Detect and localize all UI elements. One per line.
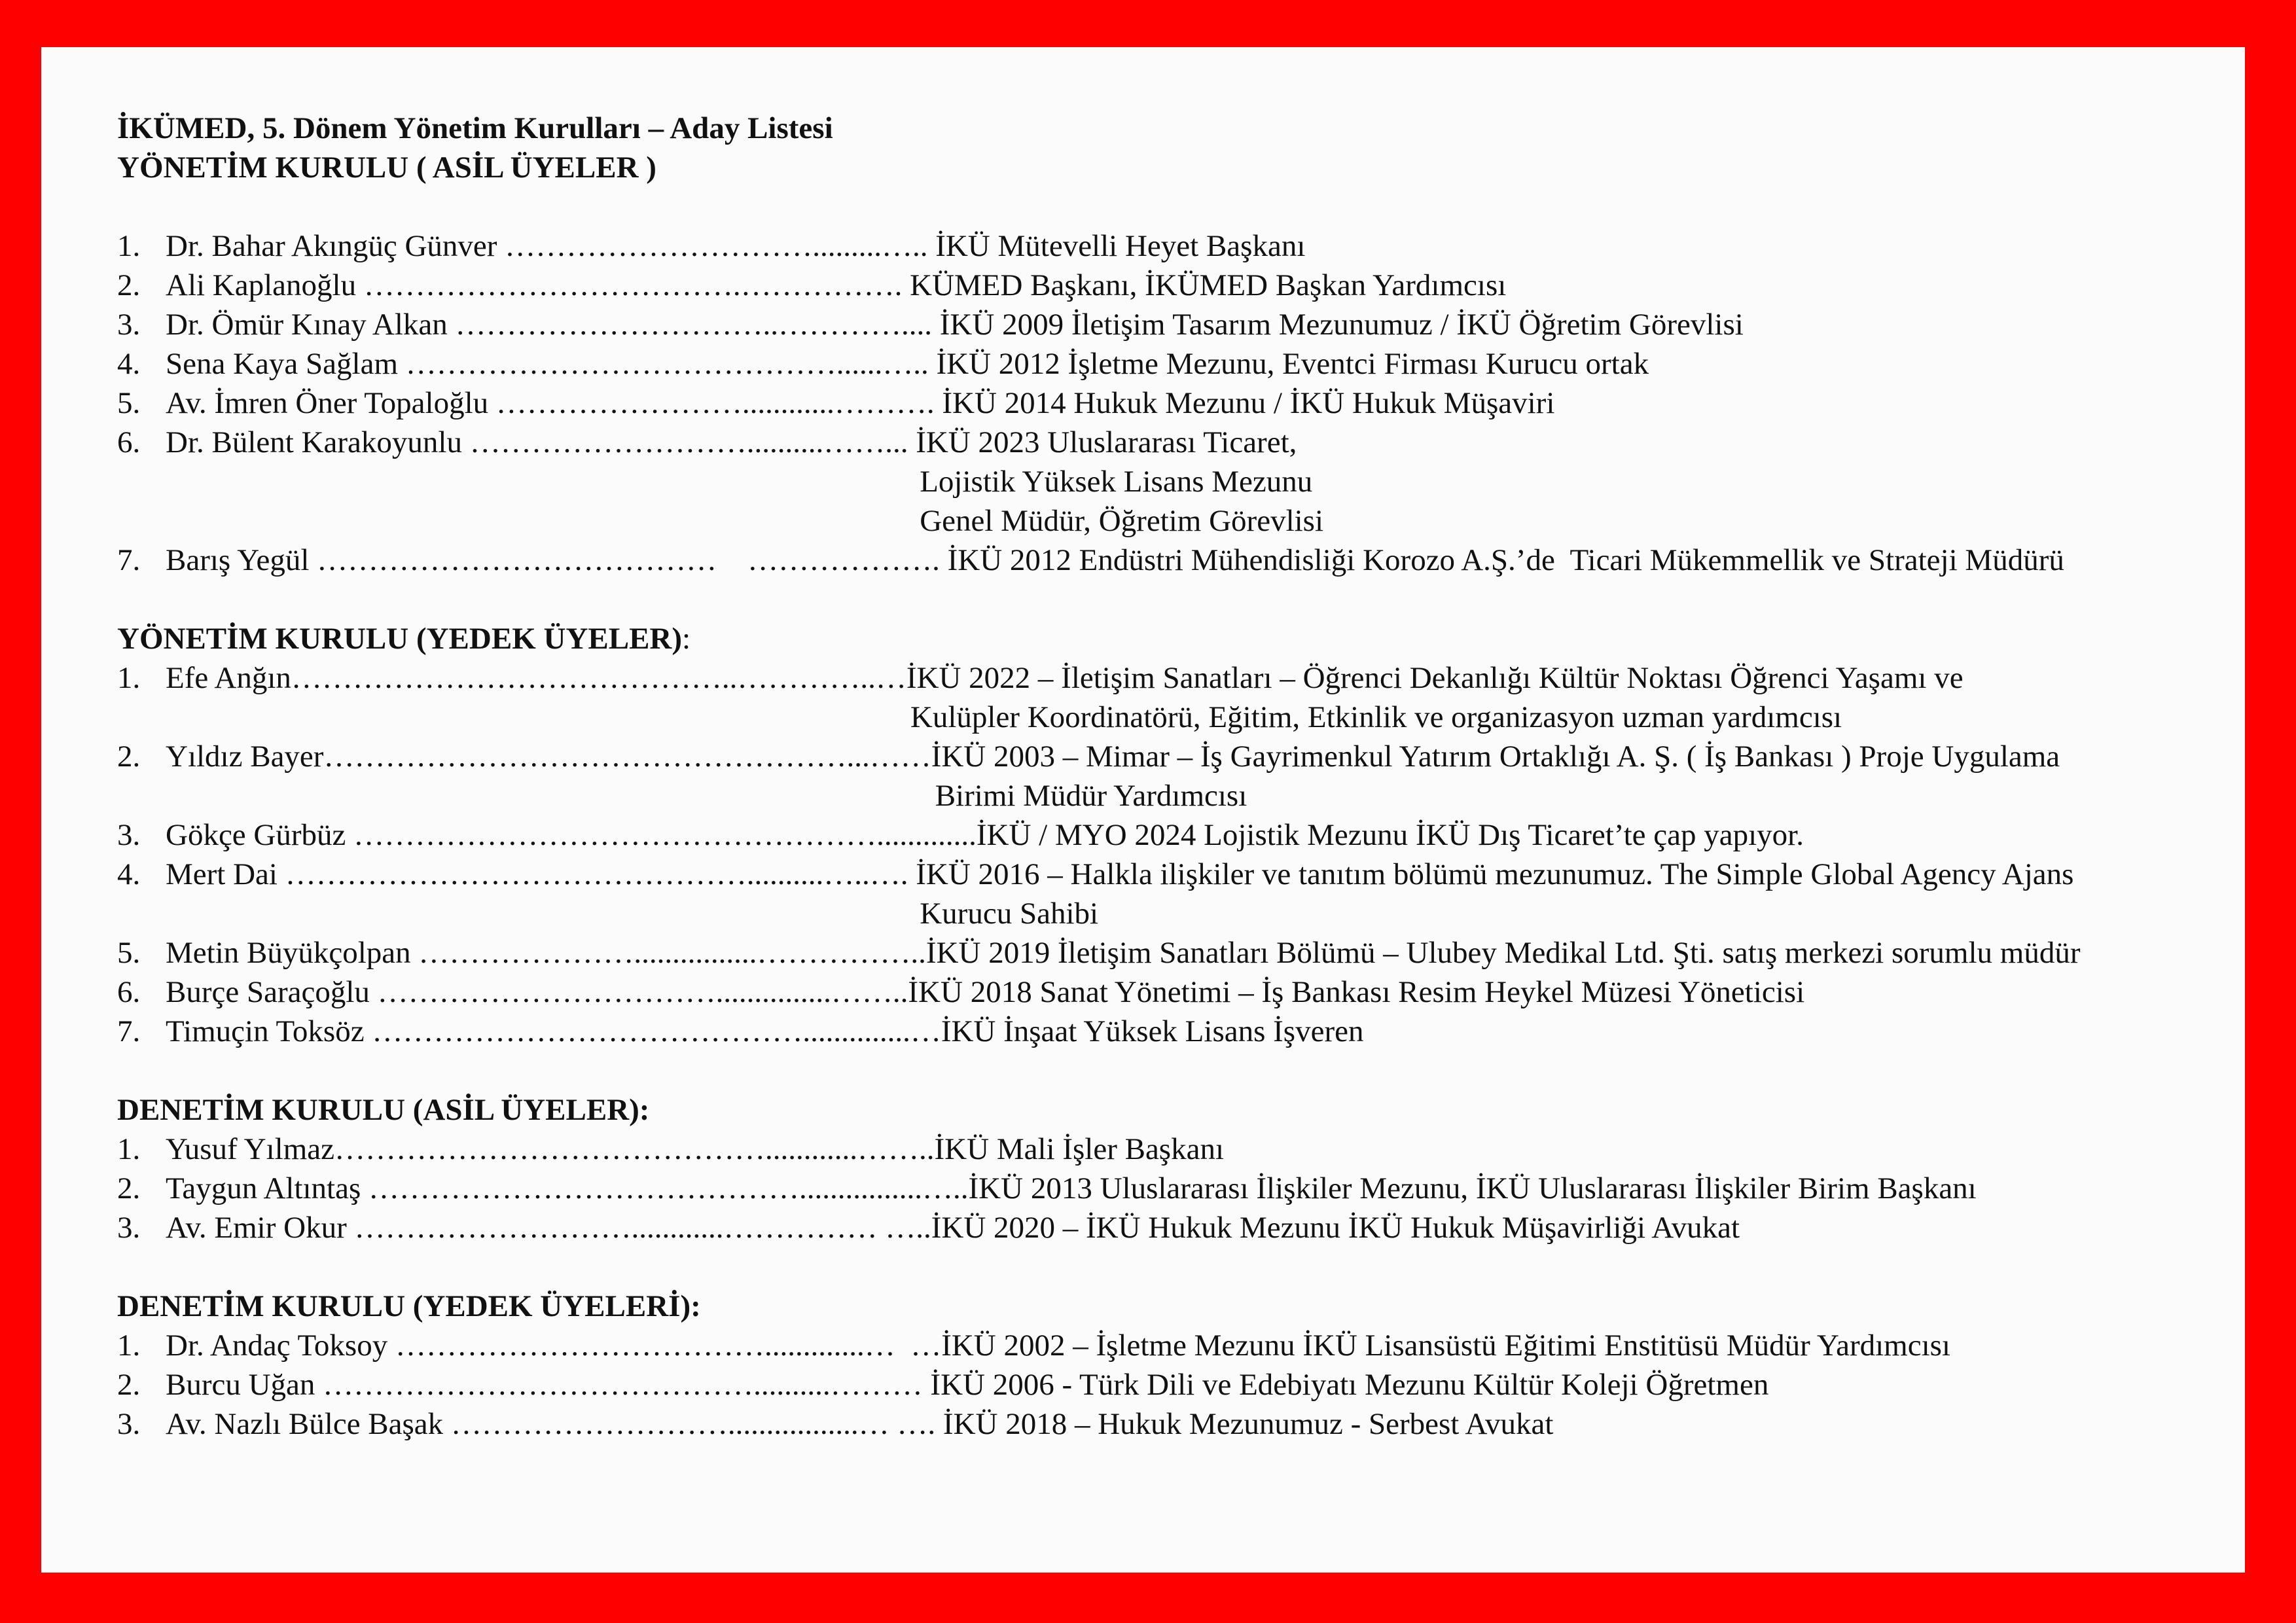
sections-container	[117, 148, 2081, 1444]
section-heading	[117, 148, 2081, 187]
section-heading-text: DENETİM KURULU (ASİL ÜYELER):	[117, 1093, 650, 1127]
candidate-row	[117, 658, 2081, 698]
candidate-row	[117, 226, 2081, 266]
item-number: 1.	[117, 1132, 141, 1166]
dot-leader: ……………………………………..........………	[315, 1368, 931, 1402]
candidate-name: Ali Kaplanoğlu	[166, 268, 357, 302]
item-number: 1.	[117, 1329, 141, 1363]
candidate-name: Taygun Altıntaş	[166, 1171, 361, 1205]
document-content	[117, 109, 2081, 1444]
section-heading-text: DENETİM KURULU (YEDEK ÜYELERİ):	[117, 1289, 701, 1323]
candidate-description: İKÜ 2006 - Türk Dili ve Edebiyatı Mezunu Kültür Koleji Öğretmen	[930, 1368, 1769, 1402]
item-number: 1.	[117, 661, 141, 695]
candidate-row	[117, 1169, 2081, 1208]
item-number: 5.	[117, 936, 141, 970]
candidate-description-continuation: Lojistik Yüksek Lisans Mezunu	[920, 465, 1313, 499]
item-number: 2.	[117, 740, 141, 774]
section-heading-text: YÖNETİM KURULU ( ASİL ÜYELER )	[117, 151, 656, 185]
dot-leader: ………………………….........…..	[497, 229, 936, 263]
candidate-name: Av. İmren Öner Topaloğlu	[166, 386, 489, 420]
item-number: 4.	[117, 857, 141, 891]
candidate-name: Dr. Ömür Kınay Alkan	[166, 308, 448, 342]
candidate-row	[117, 1208, 2081, 1247]
item-number: 6.	[117, 975, 141, 1009]
candidate-row	[117, 737, 2081, 776]
candidate-name: Gökçe Gürbüz	[166, 818, 346, 852]
candidate-description: İKÜ Mütevelli Heyet Başkanı	[935, 229, 1306, 263]
candidate-description: İKÜ 2012 Endüstri Mühendisliği Korozo A.Ş.’de Ticari Mükemmellik ve Strateji Müdürü	[947, 543, 2064, 577]
candidate-description: İKÜ 2009 İletişim Tasarım Mezunumuz / İKÜ Öğretim Görevlisi	[939, 308, 1744, 342]
item-number: 7.	[117, 1014, 141, 1048]
section-spacer	[117, 187, 2081, 226]
candidate-row	[117, 1012, 2081, 1051]
item-number: 7.	[117, 543, 141, 577]
candidate-name: Burcu Uğan	[166, 1368, 315, 1402]
candidate-row	[117, 1130, 2081, 1169]
candidate-row	[117, 266, 2081, 305]
section-spacer	[117, 580, 2081, 619]
candidate-row	[117, 815, 2081, 855]
candidate-name: Dr. Andaç Toksoy	[166, 1329, 388, 1363]
candidate-description: İKÜ Mali İşler Başkanı	[934, 1132, 1225, 1166]
candidate-description-continuation: Genel Müdür, Öğretim Görevlisi	[920, 504, 1324, 538]
candidate-name: Yusuf Yılmaz	[166, 1132, 335, 1166]
dot-leader: ……………………............……….	[488, 386, 942, 420]
candidate-row	[117, 1404, 2081, 1444]
candidate-name: Timuçin Toksöz	[166, 1014, 365, 1048]
candidate-description: İKÜ 2019 İletişim Sanatları Bölümü – Ulubey Medikal Ltd. Şti. satış merkezi sorumlu müdür	[925, 936, 2081, 970]
candidate-row	[117, 933, 2081, 972]
section-spacer	[117, 1051, 2081, 1090]
candidate-description: İKÜ 2012 İşletme Mezunu, Eventci Firması Kurucu ortak	[936, 347, 1649, 381]
candidate-name: Burçe Saraçoğlu	[166, 975, 370, 1009]
dot-leader: ……………………………...............……..	[369, 975, 908, 1009]
dot-leader: ……………………………….…………….	[356, 268, 910, 302]
section-heading	[117, 1287, 2081, 1326]
candidate-row	[117, 383, 2081, 423]
section-heading-suffix: :	[682, 622, 691, 656]
item-number: 4.	[117, 347, 141, 381]
candidate-description: İKÜ 2016 – Halkla ilişkiler ve tanıtım bölümü mezunumuz. The Simple Global Agency Ajans	[916, 857, 2074, 891]
document-page	[41, 47, 2245, 1573]
candidate-name: Sena Kaya Sağlam	[166, 347, 399, 381]
candidate-description: İKÜ 2023 Uluslararası Ticaret,	[916, 425, 1297, 459]
dot-leader: ………………………………………..........…..….	[277, 857, 916, 891]
candidate-name: Efe Anğın	[166, 661, 291, 695]
item-number: 2.	[117, 268, 141, 302]
dot-leader: ……………………………………..…………..…	[291, 661, 906, 695]
dot-leader: ……………………………………………...……	[323, 740, 931, 774]
candidate-description: İKÜ 2020 – İKÜ Hukuk Mezunu İKÜ Hukuk Müşavirliği Avukat	[931, 1211, 1740, 1245]
dot-leader: ……………………………….............… …	[387, 1329, 942, 1363]
item-number: 5.	[117, 386, 141, 420]
candidate-row	[117, 423, 2081, 462]
dot-leader: ……………………….................… ….	[443, 1407, 943, 1441]
candidate-name: Av. Nazlı Bülce Başak	[166, 1407, 444, 1441]
candidate-description: İKÜ / MYO 2024 Lojistik Mezunu İKÜ Dış Ticaret’te çap yapıyor.	[976, 818, 1804, 852]
dot-leader: …………………………………………….............	[346, 818, 977, 852]
candidate-row	[117, 1365, 2081, 1404]
candidate-row	[117, 855, 2081, 894]
candidate-name: Barış Yegül	[166, 543, 310, 577]
candidate-row	[117, 541, 2081, 580]
dot-leader: ……………………………………............……..	[334, 1132, 935, 1166]
candidate-row	[117, 1326, 2081, 1365]
dot-leader: …………………………..…………....	[447, 308, 940, 342]
document-title: İKÜMED, 5. Dönem Yönetim Kurulları – Aday Listesi	[117, 111, 833, 145]
dot-leader: ……………………………………..............…	[364, 1014, 941, 1048]
item-number: 2.	[117, 1171, 141, 1205]
candidate-description: İKÜ 2022 – İletişim Sanatları – Öğrenci Dekanlığı Kültür Noktası Öğrenci Yaşamı ve	[906, 661, 1964, 695]
dot-leader: ………………………………… ……………….	[309, 543, 948, 577]
section-heading	[117, 619, 2081, 658]
item-number: 6.	[117, 425, 141, 459]
item-number: 1.	[117, 229, 141, 263]
item-number: 3.	[117, 308, 141, 342]
candidate-name: Mert Dai	[166, 857, 278, 891]
candidate-description: KÜMED Başkanı, İKÜMED Başkan Yardımcısı	[910, 268, 1507, 302]
dot-leader: ……………………………………................…..	[361, 1171, 969, 1205]
candidate-name: Dr. Bahar Akıngüç Günver	[166, 229, 497, 263]
candidate-description: İKÜ 2018 – Hukuk Mezunumuz - Serbest Avukat	[942, 1407, 1554, 1441]
section-spacer	[117, 1247, 2081, 1287]
candidate-description: İKÜ 2003 – Mimar – İş Gayrimenkul Yatırım Ortaklığı A. Ş. ( İş Bankası ) Proje Uygulama	[931, 740, 2060, 774]
candidate-name: Metin Büyükçolpan	[166, 936, 411, 970]
candidate-description: İKÜ 2014 Hukuk Mezunu / İKÜ Hukuk Müşaviri	[942, 386, 1555, 420]
dot-leader: ………………………............…………… …..	[346, 1211, 931, 1245]
candidate-row	[117, 305, 2081, 344]
candidate-row	[117, 972, 2081, 1012]
candidate-description: İKÜ 2002 – İşletme Mezunu İKÜ Lisansüstü Eğitimi Enstitüsü Müdür Yardımcısı	[941, 1329, 1950, 1363]
item-number: 3.	[117, 818, 141, 852]
item-number: 3.	[117, 1407, 141, 1441]
candidate-description-continuation: Birimi Müdür Yardımcısı	[935, 779, 1247, 813]
candidate-description-continuation: Kurucu Sahibi	[920, 897, 1099, 931]
candidate-description: İKÜ 2018 Sanat Yönetimi – İş Bankası Resim Heykel Müzesi Yöneticisi	[908, 975, 1805, 1009]
candidate-description-continuation: Kulüpler Koordinatörü, Eğitim, Etkinlik ve organizasyon uzman yardımcısı	[910, 700, 1842, 734]
dot-leader: ……………………………………......…..	[398, 347, 937, 381]
candidate-name: Av. Emir Okur	[166, 1211, 347, 1245]
item-number: 3.	[117, 1211, 141, 1245]
candidate-description: İKÜ 2013 Uluslararası İlişkiler Mezunu, İKÜ Uluslararası İlişkiler Birim Başkanı	[968, 1171, 1977, 1205]
item-number: 2.	[117, 1368, 141, 1402]
candidate-row	[117, 344, 2081, 383]
candidate-name: Dr. Bülent Karakoyunlu	[166, 425, 462, 459]
candidate-description: İKÜ İnşaat Yüksek Lisans İşveren	[941, 1014, 1364, 1048]
section-heading	[117, 1090, 2081, 1130]
dot-leader: …………………................……………..	[410, 936, 926, 970]
dot-leader: ………………………..........……...	[461, 425, 916, 459]
section-heading-text: YÖNETİM KURULU (YEDEK ÜYELER)	[117, 622, 683, 656]
candidate-name: Yıldız Bayer	[166, 740, 324, 774]
